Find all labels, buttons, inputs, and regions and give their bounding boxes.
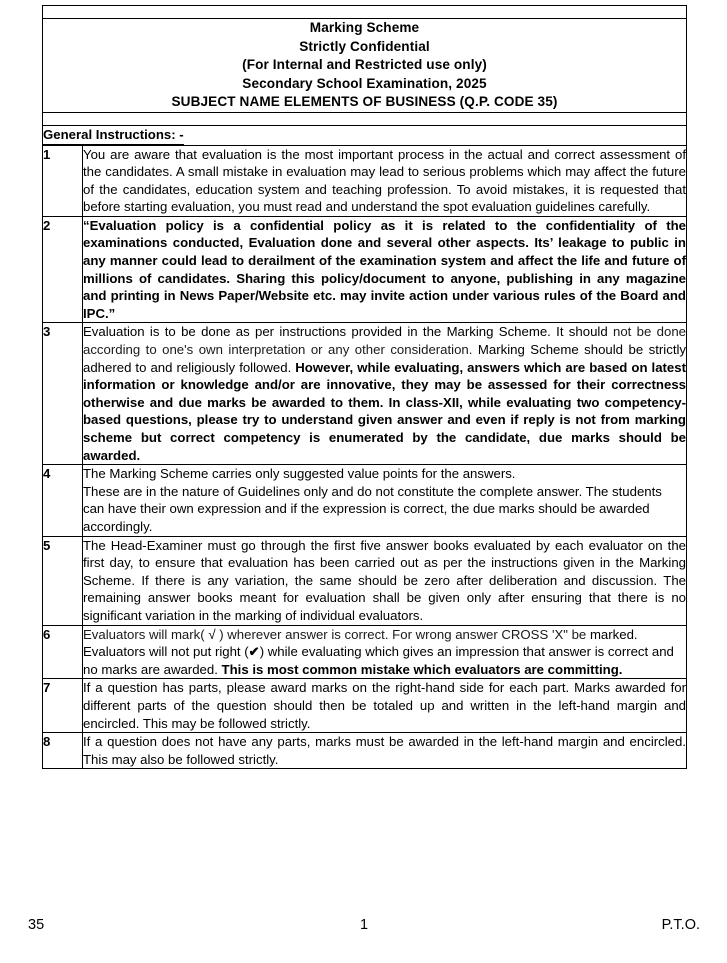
instruction-text-5 [83, 536, 687, 625]
table-row [43, 145, 687, 216]
instruction-paragraph: “Evaluation policy is a confidential policy as it is related to the confidentiality of the examinations conducted, Evaluation done and several other aspects. Its’ leakage to public in any manner could lead to derailment of the examination system and affect the life and future of millions of candidates. Sharing this policy/document to anyone, publishing in any magazine and printing in News Paper/Website etc. may invite action under various rules of the Board and IPC.” [83, 217, 686, 321]
instruction-number-2: 2 [43, 216, 83, 323]
instruction-number-1: 1 [43, 145, 83, 216]
footer-page-number: 1 [359, 917, 369, 933]
radical-tick-icon: √ [208, 626, 216, 642]
instruction-number-6: 6 [43, 625, 83, 679]
instruction-paragraph: You are aware that evaluation is the most important process in the actual and correct assessment of the candidates. A small mistake in evaluation may lead to serious problems which may affect the future of the candidates, education system and teaching profession. To avoid mistakes, it is requested that before starting evaluation, you must read and understand the spot evaluation guidelines carefully. [83, 146, 686, 215]
general-instructions-cell [43, 125, 687, 145]
table-row [43, 625, 687, 679]
instruction-6-segment-thin-1: Evaluators will mark( [83, 626, 209, 642]
instruction-paragraph: If a question has parts, please award marks on the right-hand side for each part. Marks awarded for different parts of the question should then be totaled up and written in the left-hand margin and encircled. This may be followed strictly. [83, 680, 686, 731]
instruction-3-segment-regular-2: Marking Scheme should be strictly adhered to and religiously followed. [83, 342, 687, 375]
instruction-number-8: 8 [43, 733, 83, 769]
instruction-paragraph: The Marking Scheme carries only suggested value points for the answers. [83, 466, 516, 482]
top-spacer-cell [43, 6, 687, 19]
instruction-6-segment-regular-2: ) while evaluating which gives an impression that answer is correct and no marks are awarded. [83, 644, 674, 677]
table-row [43, 679, 687, 733]
top-spacer-row [43, 6, 687, 19]
instruction-paragraph: If a question does not have any parts, marks must be awarded in the left-hand margin and encircled. This may also be followed strictly. [83, 734, 686, 767]
instruction-6-segment-bold: This is most common mistake which evaluators are committing. [221, 661, 623, 677]
instruction-3-segment-regular-1: Evaluation is to be done as per instructions provided in the Marking Scheme. It should [83, 324, 613, 340]
instruction-paragraph: The Head-Examiner must go through the first five answer books evaluated by each evaluator on the first day, to ensure that evaluation has been carried out as per the instructions given in the Marking Scheme. If there is any variation, the same should be zero after deliberation and discussion. The remaining answer books meant for evaluation shall be given only after ensuring that there is no significant variation in the marking of individual evaluators. [83, 537, 686, 623]
general-instructions-row [43, 125, 687, 145]
instruction-number-3: 3 [43, 323, 83, 465]
table-row [43, 465, 687, 536]
header-spacer-row [43, 112, 687, 125]
instruction-paragraph: These are in the nature of Guidelines only and do not constitute the complete answer. The students can have their own expression and if the expression is correct, the due marks should be awarded accordingly. [83, 483, 662, 534]
table-row [43, 536, 687, 625]
instruction-text-1 [83, 145, 687, 216]
instruction-number-7: 7 [43, 679, 83, 733]
instruction-text-6 [83, 625, 687, 679]
header-row [43, 19, 687, 113]
instruction-text-7 [83, 679, 687, 733]
instruction-text-8 [83, 733, 687, 769]
instruction-paragraph [83, 626, 686, 679]
marking-scheme-table [42, 5, 687, 769]
footer-code: 35 [28, 917, 45, 933]
instruction-text-2 [83, 216, 687, 323]
instruction-text-4 [83, 465, 687, 536]
instruction-paragraph [83, 323, 686, 464]
table-row [43, 733, 687, 769]
instruction-number-5: 5 [43, 536, 83, 625]
check-mark-icon: ✔ [248, 644, 260, 660]
table-row [43, 216, 687, 323]
header-cell [43, 19, 687, 113]
header-line-examination: Secondary School Examination, 2025 [242, 75, 487, 91]
instruction-6-segment-thin-2: ) wherever answer is correct. For wrong answer CROSS 'X" be [215, 626, 590, 642]
header-line-internal-use: (For Internal and Restricted use only) [242, 57, 487, 72]
instruction-6-segment-regular-1: marked. Evaluators will not put right ( [83, 626, 638, 660]
instruction-3-segment-bold: However, while evaluating, answers which are based on latest information or knowledge and/or are innovative, they may be assessed for their correctness otherwise and due marks be awarded to them. In class-XII, while evaluating two competency-based questions, please try to understand given answer and even if reply is not from marking scheme but correct competency is enumerated by the candidate, due marks should be awarded. [83, 359, 686, 463]
table-row [43, 323, 687, 465]
header-spacer-cell [43, 112, 687, 125]
general-instructions-title: General Instructions: - [43, 127, 184, 145]
instruction-3-segment-thin: not be done according to one's own interpretation or any other consideration. [83, 324, 686, 358]
instruction-number-4: 4 [43, 465, 83, 536]
instruction-text-3 [83, 323, 687, 465]
header-line-subject: SUBJECT NAME ELEMENTS OF BUSINESS (Q.P. CODE 35) [171, 94, 558, 109]
footer-pto: P.T.O. [661, 917, 700, 933]
header-line-strictly-confidential: Strictly Confidential [299, 38, 430, 54]
header-line-marking-scheme: Marking Scheme [309, 20, 420, 35]
page-footer [28, 916, 700, 934]
